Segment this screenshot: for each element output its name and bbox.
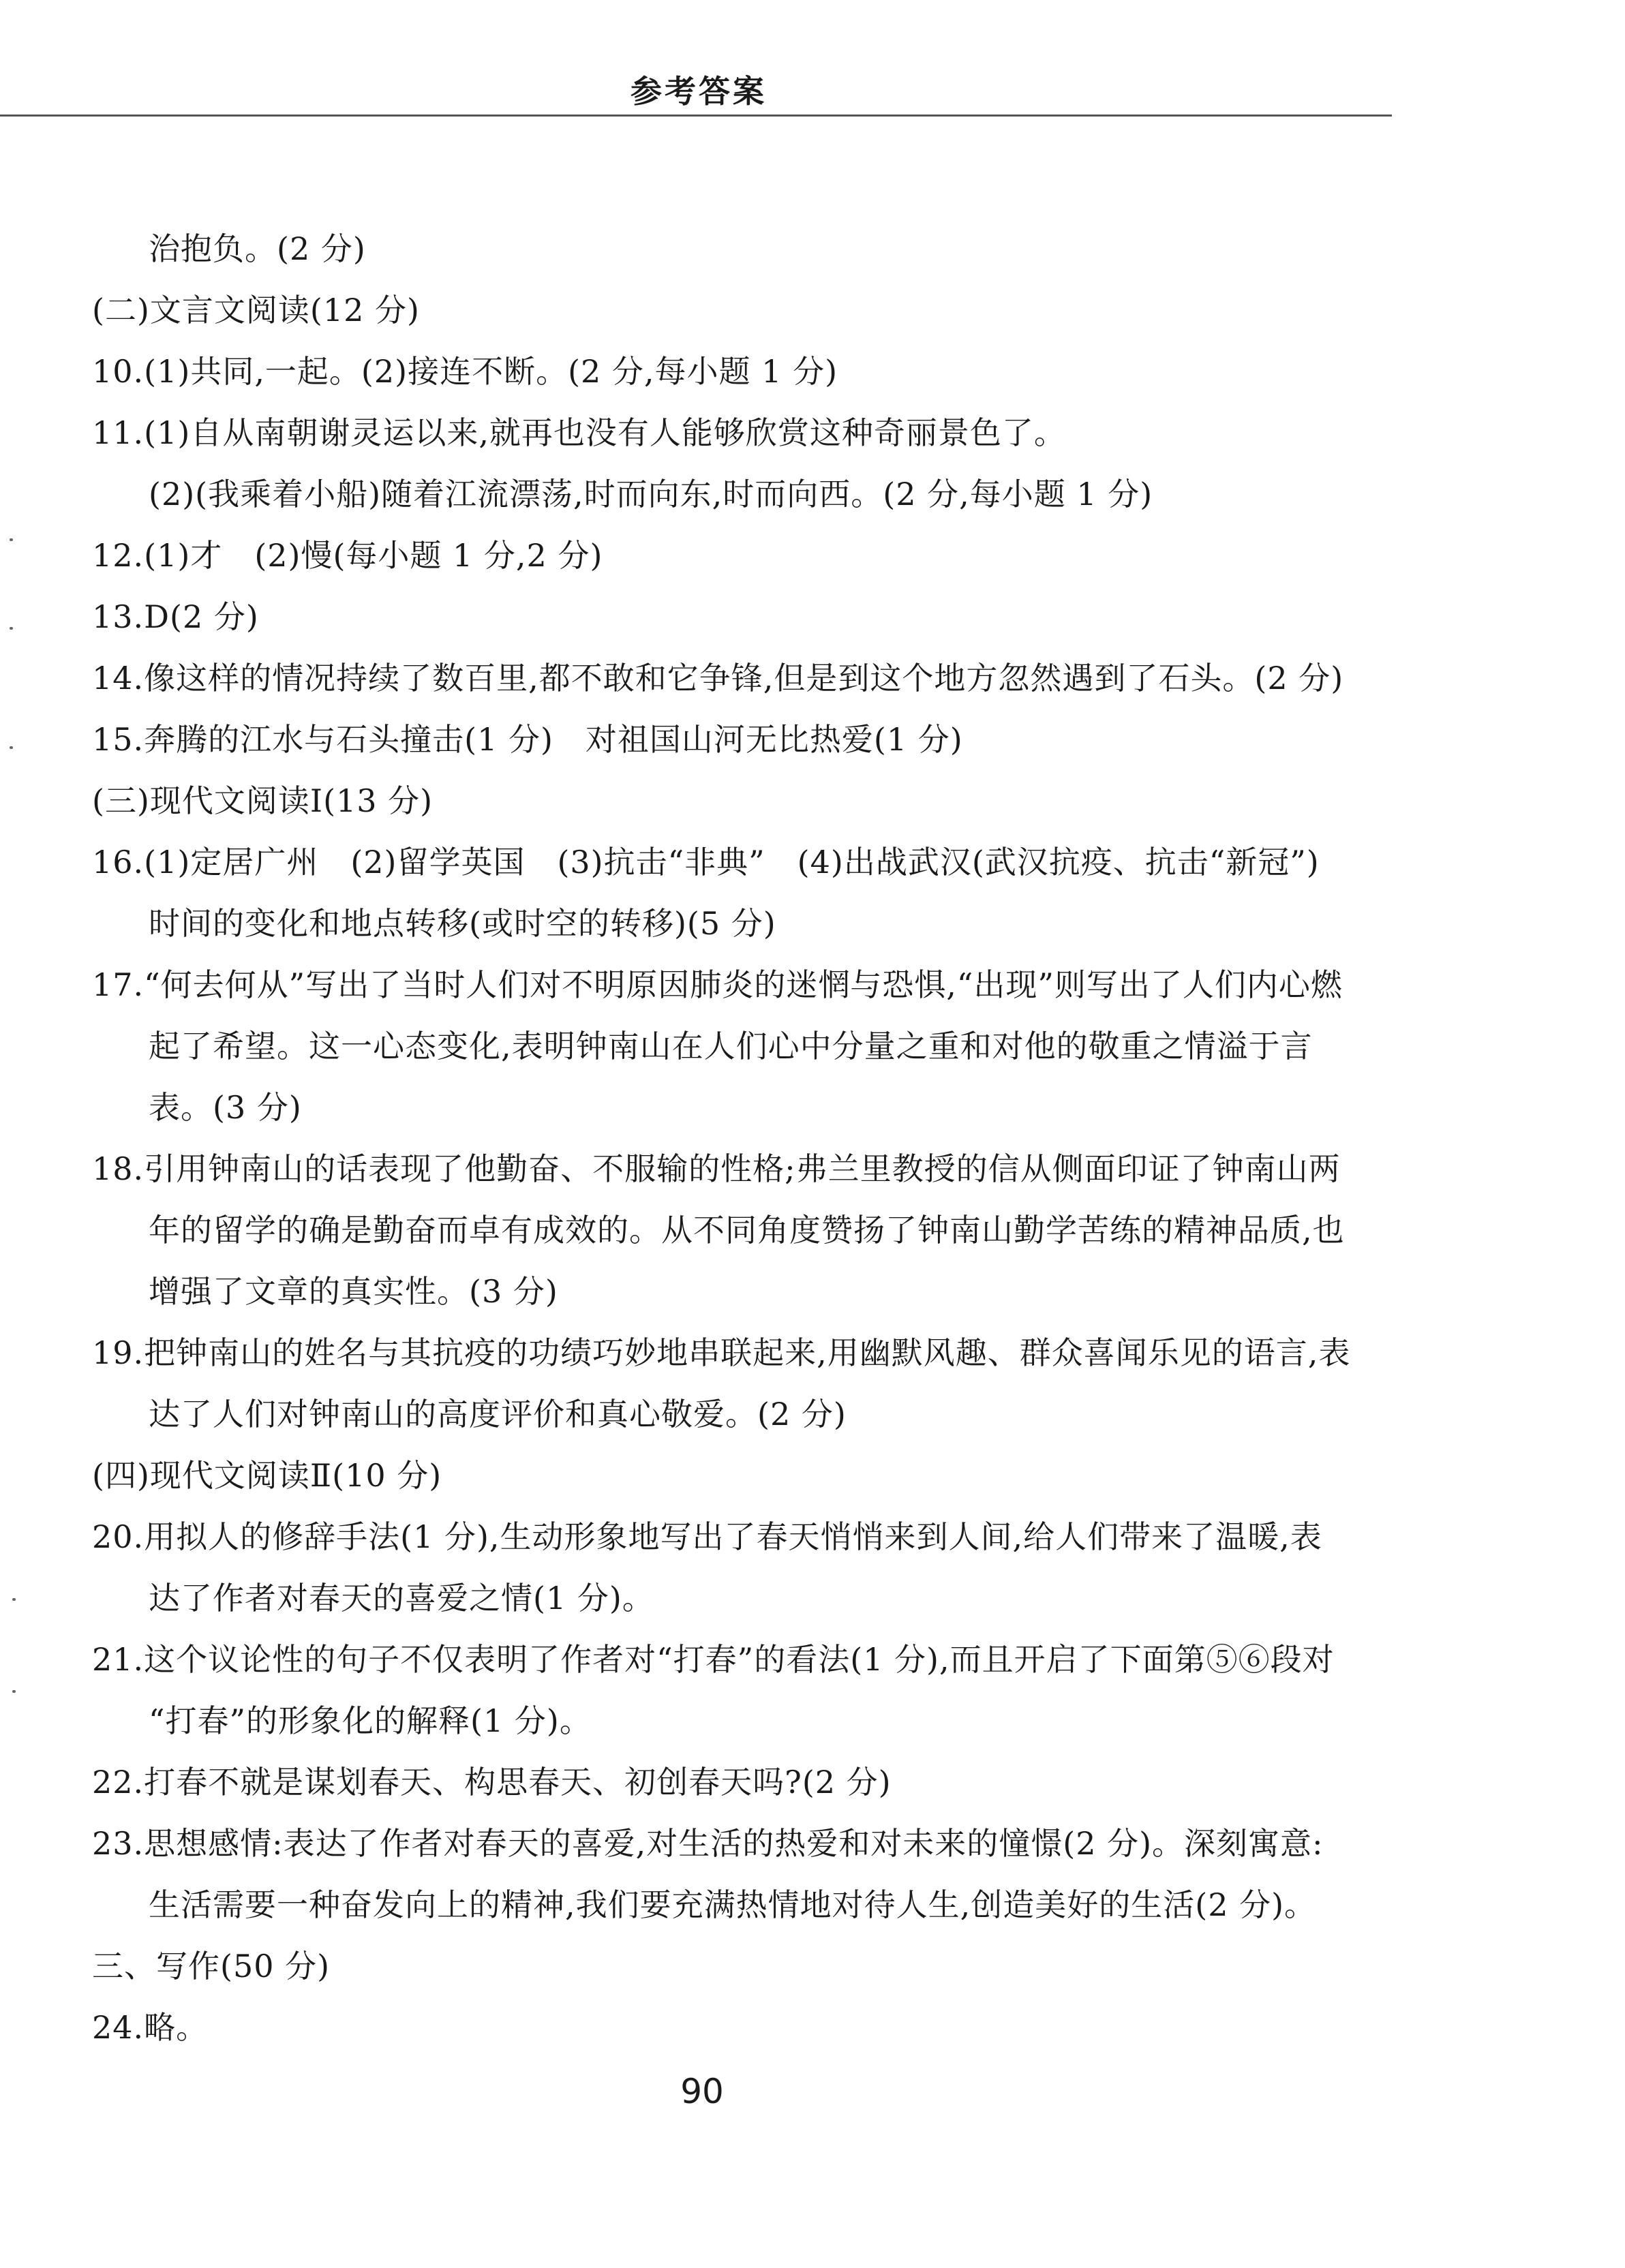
page-number: 90: [680, 2072, 724, 2111]
answer-line: 17.“何去何从”写出了当时人们对不明原因肺炎的迷惘与恐惧,“出现”则写出了人们内心燃: [92, 966, 1343, 1003]
answer-line: 21.这个议论性的句子不仅表明了作者对“打春”的看法(1 分),而且开启了下面第⑤⑥段对: [92, 1641, 1335, 1678]
answer-line: 20.用拟人的修辞手法(1 分),生动形象地写出了春天悄悄来到人间,给人们带来了温暖,表: [92, 1518, 1322, 1555]
answer-line: 13.D(2 分): [92, 598, 259, 635]
scan-speck: [12, 1598, 16, 1601]
answer-line: 达了作者对春天的喜爱之情(1 分)。: [149, 1580, 654, 1616]
answer-line: 15.奔腾的江水与石头撞击(1 分) 对祖国山河无比热爱(1 分): [92, 721, 963, 758]
answer-line: (2)(我乘着小船)随着江流漂荡,时而向东,时而向西。(2 分,每小题 1 分): [149, 476, 1153, 512]
answer-line: 11.(1)自从南朝谢灵运以来,就再也没有人能够欣赏这种奇丽景色了。: [92, 414, 1066, 451]
scan-speck: [12, 1690, 16, 1693]
scan-speck: [10, 746, 13, 749]
answer-line: 19.把钟南山的姓名与其抗疫的功绩巧妙地串联起来,用幽默风趣、群众喜闻乐见的语言,表: [92, 1334, 1351, 1371]
header-rule: [0, 114, 1392, 117]
answer-line: 12.(1)才 (2)慢(每小题 1 分,2 分): [92, 537, 603, 574]
scan-speck: [10, 538, 13, 541]
text-line: 治抱负。(2 分): [149, 230, 366, 267]
answer-line: 起了希望。这一心态变化,表明钟南山在人们心中分量之重和对他的敬重之情溢于言: [149, 1028, 1313, 1064]
answer-line: 年的留学的确是勤奋而卓有成效的。从不同角度赞扬了钟南山勤学苦练的精神品质,也: [149, 1212, 1345, 1248]
answer-line: 23.思想感情:表达了作者对春天的喜爱,对生活的热爱和对未来的憧憬(2 分)。深刻寓意:: [92, 1825, 1324, 1862]
answer-line: “打春”的形象化的解释(1 分)。: [149, 1702, 592, 1739]
answer-line: 16.(1)定居广州 (2)留学英国 (3)抗击“非典” (4)出战武汉(武汉抗疫、抗击“新冠”): [92, 844, 1320, 880]
section-heading: 三、写作(50 分): [92, 1948, 331, 1984]
answer-line: 14.像这样的情况持续了数百里,都不敢和它争锋,但是到这个地方忽然遇到了石头。(2 分): [92, 660, 1344, 696]
header-title: 参考答案: [631, 73, 767, 110]
scan-speck: [10, 627, 13, 630]
section-heading: (二)文言文阅读(12 分): [92, 292, 420, 328]
section-heading: (四)现代文阅读Ⅱ(10 分): [92, 1457, 442, 1494]
answer-line: 时间的变化和地点转移(或时空的转移)(5 分): [149, 905, 776, 942]
answer-line: 达了人们对钟南山的高度评价和真心敬爱。(2 分): [149, 1396, 847, 1432]
answer-line: 22.打春不就是谋划春天、构思春天、初创春天吗?(2 分): [92, 1764, 892, 1800]
section-heading: (三)现代文阅读Ⅰ(13 分): [92, 782, 434, 819]
answer-line: 生活需要一种奋发向上的精神,我们要充满热情地对待人生,创造美好的生活(2 分)。: [149, 1886, 1317, 1923]
answer-line: 24.略。: [92, 2009, 209, 2046]
answer-line: 增强了文章的真实性。(3 分): [149, 1273, 558, 1310]
answer-line: 10.(1)共同,一起。(2)接连不断。(2 分,每小题 1 分): [92, 353, 838, 390]
answer-line: 表。(3 分): [149, 1089, 302, 1126]
answer-line: 18.引用钟南山的话表现了他勤奋、不服输的性格;弗兰里教授的信从侧面印证了钟南山两: [92, 1150, 1341, 1187]
